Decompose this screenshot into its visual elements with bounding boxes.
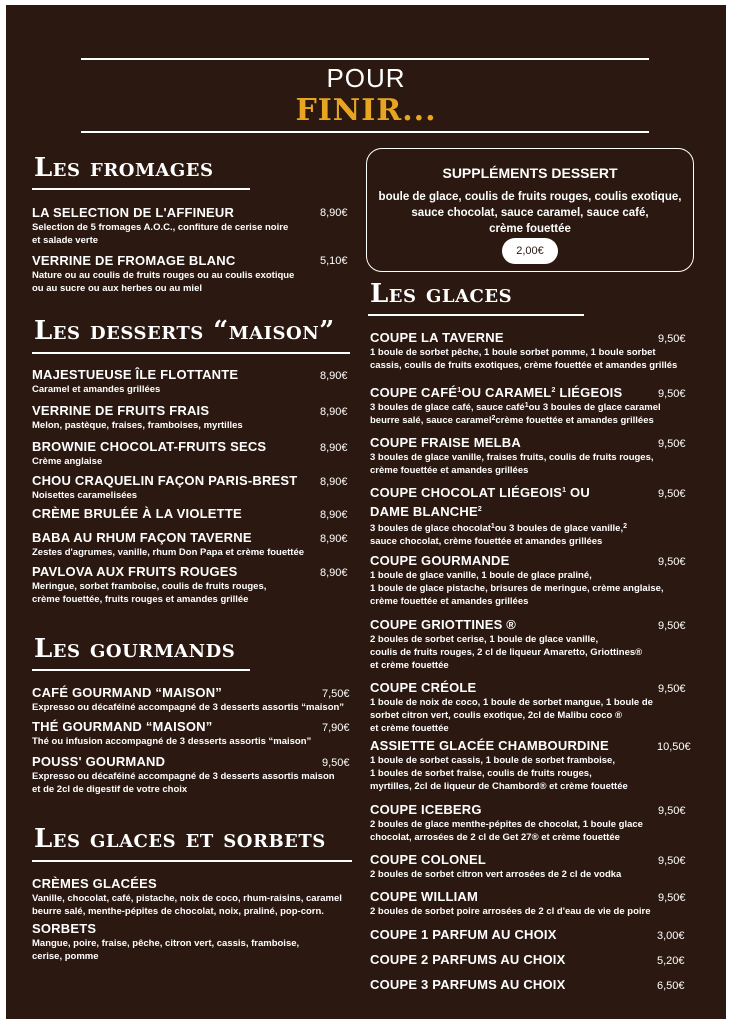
item-desc-part: ou 3 boules de glace caramel — [528, 402, 661, 413]
item-name: LA SELECTION DE L'AFFINEUR — [32, 205, 235, 220]
item-price: 9,50€ — [658, 438, 686, 450]
menu-item — [370, 680, 653, 735]
item-desc: beurre salé, menthe-pépites de chocolat, noix, praliné, pop-corn. — [32, 906, 324, 917]
section-rule-gourmands — [32, 669, 250, 671]
supplements-title: SUPPLÉMENTS DESSERT — [442, 165, 618, 181]
section-rule-sorbets — [32, 860, 352, 862]
supplements-line: boule de glace, coulis de fruits rouges, coulis exotique, — [378, 191, 682, 203]
menu-item — [32, 685, 344, 714]
item-name-part: LIÉGEOIS — [555, 385, 623, 400]
item-name — [370, 385, 661, 401]
item-name: COUPE COLONEL — [370, 852, 486, 867]
menu-item — [32, 403, 243, 432]
item-price: 8,90€ — [320, 442, 348, 454]
item-price: 7,90€ — [322, 722, 350, 734]
item-desc: crème fouettée et amandes grillées — [370, 596, 529, 607]
item-price: 9,50€ — [658, 855, 686, 867]
menu-item — [32, 754, 335, 796]
menu-item — [370, 977, 565, 993]
supplements-price-badge: 2,00€ — [502, 238, 558, 264]
item-name: COUPE LA TAVERNE — [370, 330, 504, 345]
menu-item — [32, 530, 304, 559]
supplements-line: sauce chocolat, sauce caramel, sauce café, — [411, 207, 649, 219]
menu-item — [370, 330, 677, 372]
item-price: 9,50€ — [658, 805, 686, 817]
item-price: 6,50€ — [657, 980, 685, 992]
item-desc-part: 3 boules de glace café, sauce café — [370, 402, 525, 413]
item-desc: Mangue, poire, fraise, pêche, citron vert, cassis, framboise, — [32, 938, 300, 949]
section-rule-fromages — [32, 188, 250, 190]
item-name: VERRINE DE FRUITS FRAIS — [32, 403, 210, 418]
item-name: ASSIETTE GLACÉE CHAMBOURDINE — [370, 738, 609, 753]
item-name: CRÈME BRULÉE À LA VIOLETTE — [32, 506, 242, 521]
item-desc: sorbet citron vert, coulis exotique, 2cl de Malibu coco ® — [370, 710, 622, 721]
item-desc: 3 boules de glace vanille, fraises fruits, coulis de fruits rouges, — [370, 452, 654, 463]
item-desc: myrtilles, 2cl de liqueur de Chambord® et crème fouettée — [370, 781, 628, 792]
section-rule-glaces — [368, 314, 584, 316]
item-desc: ou au sucre ou aux herbes ou au miel — [32, 283, 202, 294]
item-desc: 2 boules de sorbet cerise, 1 boule de glace vanille, — [370, 634, 599, 645]
item-price: 8,90€ — [320, 406, 348, 418]
menu-item — [370, 802, 643, 844]
item-desc-part: crème fouettée et amandes grillées — [495, 415, 654, 426]
item-desc: crème fouettée et amandes grillées — [370, 465, 529, 476]
item-name: CHOU CRAQUELIN FAÇON PARIS-BREST — [32, 473, 298, 488]
item-name: COUPE GOURMANDE — [370, 553, 510, 568]
dessert-menu-page — [6, 5, 726, 1019]
section-title-glaces: Les glaces — [370, 279, 513, 309]
item-price: 8,90€ — [320, 476, 348, 488]
item-name: COUPE 3 PARFUMS AU CHOIX — [370, 977, 566, 992]
item-desc: 1 boule de sorbet cassis, 1 boule de sorbet framboise, — [370, 755, 615, 766]
item-desc: Meringue, sorbet framboise, coulis de fruits rouges, — [32, 581, 267, 592]
item-desc — [370, 414, 661, 427]
item-desc: Nature ou au coulis de fruits rouges ou au coulis exotique — [32, 270, 295, 281]
item-desc: sauce chocolat, crème fouettée et amandes grillées — [370, 536, 603, 547]
item-desc-part: 3 boules de glace chocolat — [370, 523, 491, 534]
item-price: 9,50€ — [658, 620, 686, 632]
supplements-desc — [367, 189, 693, 237]
item-price: 5,20€ — [657, 955, 685, 967]
menu-item — [32, 253, 294, 295]
item-desc — [370, 401, 661, 414]
menu-item — [32, 719, 311, 748]
item-desc: 2 boules de glace menthe-pépites de chocolat, 1 boule glace — [370, 819, 643, 830]
item-price: 9,50€ — [658, 892, 686, 904]
footnote-marker: 1 — [562, 487, 567, 494]
item-name: MAJESTUEUSE ÎLE FLOTTANTE — [32, 367, 239, 382]
item-name: VERRINE DE FROMAGE BLANC — [32, 253, 236, 268]
item-name-part: DAME BLANCHE — [370, 504, 478, 519]
menu-item — [32, 506, 242, 522]
item-price: 7,50€ — [322, 688, 350, 700]
menu-item — [32, 473, 297, 502]
menu-item — [32, 367, 238, 396]
menu-item — [370, 927, 557, 943]
title-pour: POUR — [326, 63, 406, 93]
item-price: 9,50€ — [658, 556, 686, 568]
item-price: 8,90€ — [320, 370, 348, 382]
item-desc: 1 boule de sorbet pêche, 1 boule sorbet pomme, 1 boule sorbet — [370, 347, 656, 358]
item-name: POUSS' GOURMAND — [32, 754, 166, 769]
footnote-marker: 2 — [477, 506, 482, 513]
menu-item — [370, 553, 664, 608]
item-name: COUPE CRÉOLE — [370, 680, 477, 695]
header-top-rule — [81, 58, 649, 60]
menu-item — [32, 205, 288, 247]
section-rule-desserts — [32, 352, 350, 354]
item-price: 5,10€ — [320, 255, 348, 267]
title-finir: FINIR... — [295, 93, 437, 128]
item-desc: 1 boules de sorbet fraise, coulis de fruits rouges, — [370, 768, 592, 779]
item-name: COUPE 1 PARFUM AU CHOIX — [370, 927, 557, 942]
item-price: 9,50€ — [658, 488, 686, 500]
item-name: BABA AU RHUM FAÇON TAVERNE — [32, 530, 252, 545]
item-price: 10,50€ — [657, 741, 691, 753]
menu-item — [370, 738, 628, 793]
item-desc: Expresso ou décaféiné accompagné de 3 desserts assortis maison — [32, 771, 335, 782]
menu-item — [32, 564, 266, 606]
item-desc: 1 boule de noix de coco, 1 boule de sorbet mangue, 1 boule de — [370, 697, 653, 708]
item-desc: crème fouettée, fruits rouges et amandes grillée — [32, 594, 249, 605]
section-title-fromages: Les fromages — [34, 153, 214, 183]
menu-item — [32, 921, 299, 963]
item-price: 8,90€ — [320, 567, 348, 579]
item-name — [370, 485, 627, 501]
item-name: CRÈMES GLACÉES — [32, 876, 157, 891]
item-desc: Caramel et amandes grillées — [32, 384, 161, 395]
item-desc — [370, 522, 627, 535]
item-name: SORBETS — [32, 921, 97, 936]
item-name: COUPE ICEBERG — [370, 802, 482, 817]
footnote-marker: 2 — [491, 415, 496, 422]
item-desc: Selection de 5 fromages A.O.C., confiture de cerise noire — [32, 222, 289, 233]
item-name-part: COUPE CAFÉ — [370, 385, 458, 400]
item-desc: cerise, pomme — [32, 951, 99, 962]
footnote-marker: 2 — [623, 523, 628, 530]
item-desc: et de 2cl de digestif de votre choix — [32, 784, 188, 795]
item-desc: coulis de fruits rouges, 2 cl de liqueur Amaretto, Griottines® — [370, 647, 643, 658]
item-desc: Noisettes caramelisées — [32, 490, 138, 501]
section-title-desserts: Les desserts “maison” — [34, 316, 335, 346]
item-desc: Crème anglaise — [32, 456, 103, 467]
menu-item — [370, 952, 565, 968]
item-desc: 1 boule de glace vanille, 1 boule de glace praliné, — [370, 570, 592, 581]
item-name: COUPE FRAISE MELBA — [370, 435, 521, 450]
item-desc: 2 boules de sorbet poire arrosées de 2 cl d'eau de vie de poire — [370, 906, 651, 917]
item-name — [370, 504, 627, 520]
item-desc: Expresso ou décaféiné accompagné de 3 desserts assortis “maison” — [32, 702, 345, 713]
menu-item — [370, 852, 621, 881]
item-name-part: OU — [566, 485, 590, 500]
item-name-part: COUPE CHOCOLAT LIÉGEOIS — [370, 485, 563, 500]
item-price: 8,90€ — [320, 533, 348, 545]
item-desc-part: beurre salé, sauce caramel — [370, 415, 492, 426]
item-price: 3,00€ — [657, 930, 685, 942]
item-price: 9,50€ — [658, 388, 686, 400]
footnote-marker: 1 — [490, 523, 495, 530]
menu-item — [32, 876, 342, 918]
item-desc: 1 boule de glace pistache, brisures de meringue, crème anglaise, — [370, 583, 664, 594]
footnote-marker: 1 — [524, 402, 529, 409]
menu-item — [370, 889, 651, 918]
footnote-marker: 1 — [457, 387, 462, 394]
menu-item — [370, 485, 627, 548]
item-name: PAVLOVA AUX FRUITS ROUGES — [32, 564, 238, 579]
item-name-part: OU CARAMEL — [461, 385, 552, 400]
item-name: BROWNIE CHOCOLAT-FRUITS SECS — [32, 439, 267, 454]
menu-item — [32, 439, 266, 468]
item-desc: chocolat, arrosées de 2 cl de Get 27® et crème fouettée — [370, 832, 620, 843]
item-desc: et crème fouettée — [370, 723, 449, 734]
item-name: THÉ GOURMAND “MAISON” — [32, 719, 213, 734]
header-bottom-rule — [81, 131, 649, 133]
item-desc: Thé ou infusion accompagné de 3 desserts assortis “maison” — [32, 736, 312, 747]
menu-item — [370, 435, 654, 477]
section-title-sorbets: Les glaces et sorbets — [34, 824, 326, 854]
supplements-line: crème fouettée — [489, 223, 571, 235]
item-price: 9,50€ — [658, 333, 686, 345]
item-price: 9,50€ — [658, 683, 686, 695]
menu-item — [370, 617, 642, 672]
item-desc: et crème fouettée — [370, 660, 449, 671]
item-desc: Melon, pastèque, fraises, framboises, myrtilles — [32, 420, 243, 431]
item-price: 8,90€ — [320, 509, 348, 521]
item-name: COUPE WILLIAM — [370, 889, 479, 904]
item-desc: 2 boules de sorbet citron vert arrosées de 2 cl de vodka — [370, 869, 622, 880]
item-desc: Vanille, chocolat, café, pistache, noix de coco, rhum-raisins, caramel — [32, 893, 342, 904]
item-name: COUPE GRIOTTINES ® — [370, 617, 517, 632]
item-desc: Zestes d'agrumes, vanille, rhum Don Papa et crème fouettée — [32, 547, 305, 558]
item-name: COUPE 2 PARFUMS AU CHOIX — [370, 952, 566, 967]
footnote-marker: 2 — [551, 387, 556, 394]
menu-item — [370, 385, 661, 427]
item-name: CAFÉ GOURMAND “MAISON” — [32, 685, 223, 700]
item-price: 9,50€ — [322, 757, 350, 769]
supplements-box — [366, 148, 694, 272]
item-desc-part: ou 3 boules de glace vanille, — [494, 523, 624, 534]
item-price: 8,90€ — [320, 207, 348, 219]
item-desc: et salade verte — [32, 235, 99, 246]
item-desc: cassis, coulis de fruits exotiques, crème fouettée et amandes grillés — [370, 360, 678, 371]
section-title-gourmands: Les gourmands — [34, 634, 236, 664]
